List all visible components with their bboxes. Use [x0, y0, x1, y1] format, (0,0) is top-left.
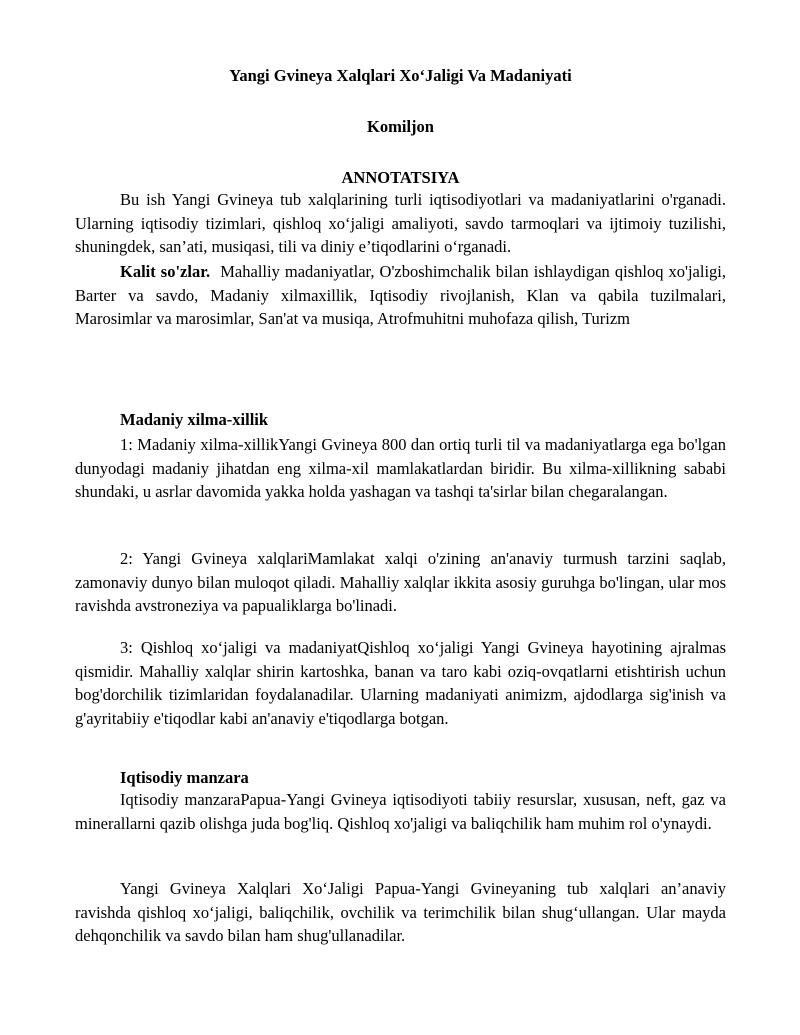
keywords-label: Kalit so'zlar. — [120, 262, 211, 281]
keywords-paragraph — [75, 260, 726, 331]
annotation-paragraph: Bu ish Yangi Gvineya tub xalqlarining turli iqtisodiyotlari va madaniyatlarini o'rganadi. Ularning iqtisodiy tizimlari, qishloq xo‘jaligi amaliyoti, savdo tarmoqlari va ijtimoiy tuzilishi, shuningdek, san’ati, musiqasi, tili va diniy e’tiqodlarini o‘rganadi. — [75, 190, 726, 257]
section-heading-madaniy-xilma-xillik: Madaniy xilma-xillik — [120, 410, 269, 429]
section-paragraph: Yangi Gvineya Xalqlari Xo‘Jaligi Papua-Yangi Gvineyaning tub xalqlari an’anaviy ravishda qishloq xo‘jaligi, baliqchilik, ovchilik va terimchilik bilan shug‘ullangan. Ular mayda dehqonchilik va savdo bilan ham shug'ullanadilar. — [75, 879, 726, 946]
section-paragraph: 2: Yangi Gvineya xalqlariMamlakat xalqi o'zining an'anaviy turmush tarzini saqlab, zamonaviy dunyo bilan muloqot qiladi. Mahalliy xalqlar ikkita asosiy guruhga bo'lingan, ular mos ravishda avstroneziya va papualiklarga bo'linadi. — [75, 549, 726, 616]
annotation-heading: ANNOTATSIYA — [341, 168, 460, 187]
keywords-text: Mahalliy madaniyatlar, O'zboshimchalik bilan ishlaydigan qishloq xo'jaligi, Barter va savdo, Madaniy xilmaxillik, Iqtisodiy rivojlanish, Klan va qabila tuzilmalari, Marosimlar va marosimlar, San'at va musiqa, Atrofmuhitni muhofaza qilish, Turizm — [75, 262, 726, 329]
section-paragraph: Iqtisodiy manzaraPapua-Yangi Gvineya iqtisodiyoti tabiiy resurslar, xususan, neft, gaz va minerallarni qazib olishga juda bog'liq. Qishloq xo'jaligi va baliqchilik ham muhim rol o'ynaydi. — [75, 790, 726, 833]
document-author: Komiljon — [367, 117, 434, 136]
section-paragraph: 1: Madaniy xilma-xillikYangi Gvineya 800 dan ortiq turli til va madaniyatlarga ega bo'lgan dunyodagi madaniy jihatdan eng xilma-xil mamlakatlardan biridir. Bu xilma-xillikning sababi shundaki, u asrlar davomida yakka holda yashagan va tashqi ta'sirlar bilan chegaralangan. — [75, 435, 726, 502]
section-paragraph: 3: Qishloq xo‘jaligi va madaniyatQishloq xo‘jaligi Yangi Gvineya hayotining ajralmas qismidir. Mahalliy xalqlar shirin kartoshka, banan va taro kabi oziq-ovqatlarni etishtirish uchun bog'dorchilik tizimlaridan foydalanadilar. Ularning madaniyati animizm, ajdodlarga sig'inish va g'ayritabiiy e'tiqodlar kabi an'anaviy e'tiqodlarga botgan. — [75, 638, 726, 728]
section-heading-iqtisodiy-manzara: Iqtisodiy manzara — [120, 768, 249, 787]
document-title: Yangi Gvineya Xalqlari Xo‘Jaligi Va Madaniyati — [229, 66, 572, 85]
